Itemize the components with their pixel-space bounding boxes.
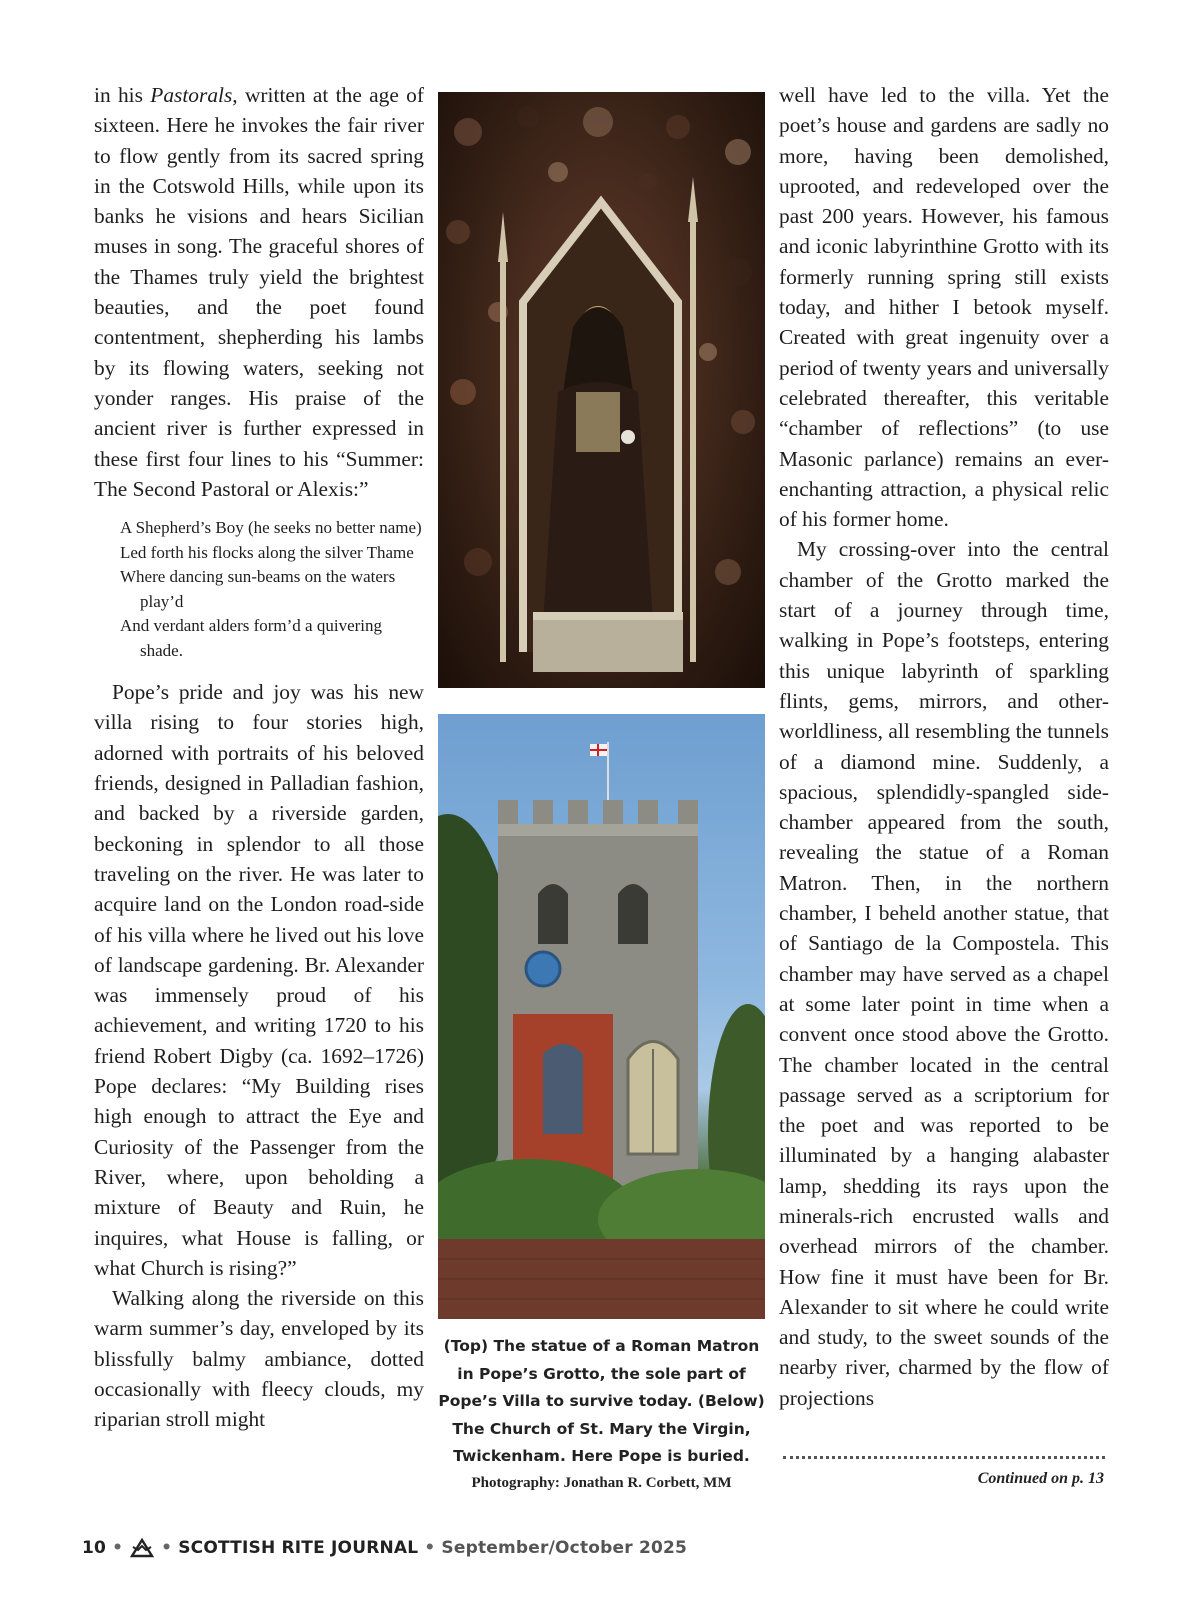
separator: • [112,1538,124,1558]
roman-matron-statue-photo [438,92,765,688]
verse-line: And verdant alders form’d a quivering shade. [120,616,382,660]
paragraph-villa-demolished: well have led to the villa. Yet the poet’s house and gardens are sadly no more, having been demolished, uprooted, and redeveloped over the past 200 years. However, his famous and iconic labyrinthine Grotto with its formerly running spring still exists today, and hither I betook myself. Created with great ingenuity over a period of twenty years and universally celebrated thereafter, this veritable “chamber of reflections” (to use Masonic parlance) remains an ever-enchanting attraction, a physical relic of his former home. [779,83,1109,532]
right-column [779,80,1109,1413]
verse-line: A Shepherd’s Boy (he seeks no better name) [120,518,422,538]
left-column [94,80,424,1435]
continued-link[interactable]: Continued on p. 13 [977,1470,1104,1487]
figure-caption: (Top) The statue of a Roman Matron in Pope’s Grotto, the sole part of Pope’s Villa to survive today. (Below) The Church of St. Mary the Virgin, Twickenham. Here Pope is buried. [438,1337,765,1465]
pastorals-title: Pastorals [150,83,233,107]
text-run: in his [94,83,151,107]
verse-line: Led forth his flocks along the silver Thame [120,542,414,562]
paragraph-villa: Pope’s pride and joy was his new villa rising to four stories high, adorned with portraits of his beloved friends, designed in Palladian fashion, and backed by a riverside garden, beckoning in splendor to all those traveling on the river. He was later to acquire land on the London road-side of his villa where he lived out his love of landscape gardening. Br. Alexander was immensely proud of his achievement, and writing 1720 to his friend Robert Digby (ca. 1692–1726) Pope declares: “My Building rises high enough to attract the Eye and Curiosity of the Passenger from the River, where, upon beholding a mixture of Beauty and Ruin, he inquires, what House is falling, or what Church is rising?” [94,680,424,1280]
issue-date: September/October 2025 [441,1538,688,1558]
continuation-rule [783,1456,1105,1459]
separator: • [161,1538,173,1558]
text-run: , written at the age of sixteen. Here he invokes the fair river to flow gently from its sacred spring in the Cotswold Hills, while upon its banks he visions and hears Sicilian muses in song. The graceful shores of the Thames truly yield the brightest beauties, and the poet found contentment, shepherding his lambs by its flowing waters, seeking not yonder ranges. His praise of the ancient river is further expressed in these first four lines to his “Summer: The Second Pastoral or Alexis:” [94,83,424,501]
st-mary-church-photo [438,714,765,1319]
page-footer [82,1538,687,1558]
statue-illustration [438,92,765,688]
verse-line: Where dancing sun-beams on the waters play’d [120,567,396,611]
church-illustration [438,714,765,1319]
double-headed-eagle-icon [129,1538,155,1558]
separator: • [424,1538,436,1558]
figure-column [438,92,765,1492]
paragraph-pastorals [94,80,424,504]
page-number: 10 [82,1538,107,1558]
paragraph-riverside: Walking along the riverside on this warm summer’s day, enveloped by its blissfully balmy ambiance, dotted occasionally with fleecy clouds, my riparian stroll might [94,1286,424,1432]
photo-credit: Photography: Jonathan R. Corbett, MM [471,1474,732,1491]
paragraph-grotto-journey: My crossing-over into the central chamber of the Grotto marked the start of a journey through time, walking in Pope’s footsteps, entering this unique labyrinth of sparkling flints, gems, mirrors, and other-worldliness, all resembling the tunnels of a diamond mine. Suddenly, a spacious, splendidly-spangled side-chamber appeared from the south, revealing the statue of a Roman Matron. Then, in the northern chamber, I beheld another statue, that of Santiago de la Compostela. This chamber may have served as a chapel at some later point in time when a convent once stood above the Grotto. The chamber located in the central passage served as a scriptorium for the poet and was reported to be illuminated by a hanging alabaster lamp, shedding its rays upon the minerals-rich encrusted walls and overhead mirrors of the chamber. How fine it must have been for Br. Alexander to sit where he could write and study, to the sweet sounds of the nearby river, charmed by the flow of projections [779,537,1109,1410]
journal-title: SCOTTISH RITE JOURNAL [178,1538,419,1558]
verse-quote [120,516,424,663]
